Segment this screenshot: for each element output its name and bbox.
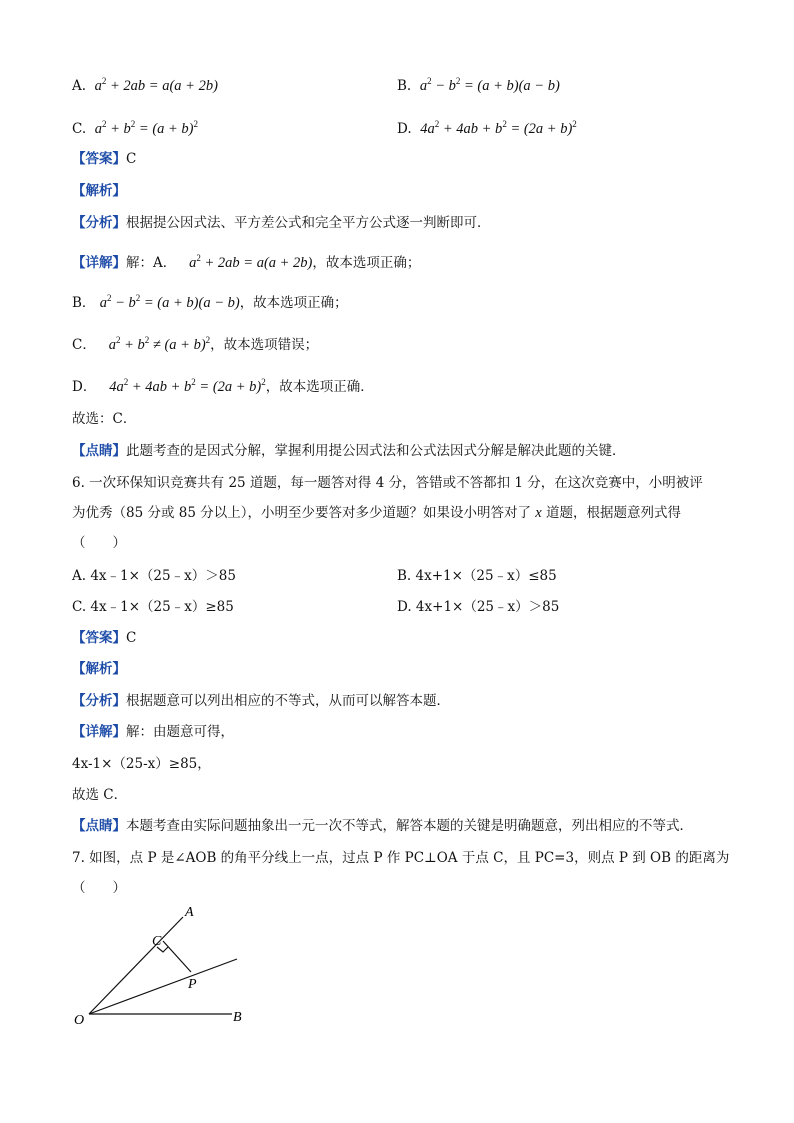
bisector-op [89, 959, 237, 1014]
formula: $a^2 - b^2 = (a + b)(a - b)$ [419, 76, 560, 94]
q6-answer [72, 628, 136, 648]
q6-option-d [397, 597, 559, 617]
choose-text: 故选：C． [72, 411, 137, 427]
conclusion-text: ，故本选项错误； [210, 337, 319, 353]
label-o: O [74, 1013, 85, 1028]
stem-text: 6. 一次环保知识竞赛共有 25 道题，每一题答对得 4 分，答错或不答都扣 1 分，在这次竞赛中，小明被评 [72, 475, 703, 491]
conclusion-text: ，故本选项正确． [265, 379, 374, 395]
formula: $4a^2 + 4ab + b^2 = (2a + b)^2$ [420, 119, 577, 137]
answer-value: C [126, 151, 137, 167]
ray-oa [89, 917, 183, 1014]
option-label: B. [397, 78, 412, 94]
variable: x [535, 505, 542, 521]
formula: $a^2 + 2ab = a(a + 2b)$ [189, 253, 313, 271]
q6-xiangjie [72, 722, 234, 742]
label-c: C [152, 934, 162, 949]
xiangjie-tag: 【详解】 [72, 724, 126, 740]
item-prefix: B． [72, 295, 96, 311]
q6-option-a [72, 566, 236, 586]
xiangjie-tag: 【详解】 [72, 255, 126, 271]
q6-inequality [72, 754, 211, 774]
stem-text: 道题，根据题意列式得 [546, 505, 682, 521]
q5-fenxi [72, 213, 491, 233]
formula: $a^2 + b^2 = (a + b)^2$ [94, 119, 199, 137]
dianjing-text: 此题考查的是因式分解，掌握利用提公因式法和公式法因式分解是解决此题的关键． [126, 443, 626, 459]
answer-paren: （ ） [72, 535, 126, 551]
stem-text: 7. 如图，点 P 是∠AOB 的角平分线上一点，过点 P 作 PC⊥OA 于点 C，且 PC=3，则点 P 到 OB 的距离为 [72, 850, 730, 866]
option-text: B. 4x+1×（25﹣x）≤85 [397, 568, 557, 584]
option-text: C. 4x﹣1×（25﹣x）≥85 [72, 599, 234, 615]
option-label: C. [72, 121, 87, 137]
q5-option-d [397, 114, 577, 139]
answer-paren: （ ） [72, 880, 126, 896]
q6-stem-line1 [72, 473, 703, 493]
formula: $a^2 + 2ab = a(a + 2b)$ [94, 76, 218, 94]
dianjing-text: 本题考查由实际问题抽象出一元一次不等式，解答本题的关键是明确题意，列出相应的不等式． [126, 818, 693, 834]
stem-text: 为优秀（85 分或 85 分以上），小明至少要答对多少道题？如果设小明答对了 [72, 505, 531, 521]
conclusion-text: ，故本选项正确； [239, 295, 348, 311]
q5-analysis [72, 181, 126, 201]
q5-dianjing [72, 441, 626, 461]
formula: $a^2 - b^2 = (a + b)(a - b)$ [99, 293, 240, 311]
q7-stem-line1 [72, 848, 729, 868]
fenxi-text: 根据提公因式法、平方差公式和完全平方公式逐一判断即可． [126, 215, 491, 231]
dianjing-tag: 【点睛】 [72, 443, 126, 459]
label-a: A [185, 905, 194, 920]
q5-option-c [72, 114, 198, 139]
answer-tag: 【答案】 [72, 151, 126, 167]
q5-xiangjie-c [72, 330, 318, 355]
fenxi-tag: 【分析】 [72, 693, 126, 709]
inequality-text: 4x-1×（25-x）≥85， [72, 756, 211, 772]
q6-paren [72, 533, 126, 553]
choose-text: 故选 C． [72, 787, 128, 803]
xiangjie-text: 解：由题意可得， [126, 724, 234, 740]
q6-option-b [397, 566, 557, 586]
conclusion-text: ，故本选项正确； [312, 255, 421, 271]
formula: $4a^2 + 4ab + b^2 = (2a + b)^2$ [109, 377, 266, 395]
analysis-tag: 【解析】 [72, 661, 126, 677]
q5-choose [72, 409, 136, 429]
answer-value: C [126, 630, 137, 646]
q6-stem-line2 [72, 503, 681, 523]
q5-xiangjie-a [72, 248, 420, 273]
q5-xiangjie-d [72, 372, 374, 397]
item-prefix: C． [72, 337, 96, 353]
option-label: D. [397, 121, 412, 137]
q6-option-c [72, 597, 234, 617]
fenxi-tag: 【分析】 [72, 215, 126, 231]
segment-pc [163, 941, 191, 972]
analysis-tag: 【解析】 [72, 183, 126, 199]
answer-tag: 【答案】 [72, 630, 126, 646]
formula: $a^2 + b^2 \ne (a + b)^2$ [108, 335, 211, 353]
q6-dianjing [72, 816, 693, 836]
q5-answer [72, 149, 136, 169]
q6-analysis [72, 659, 126, 679]
angle-bisector-figure [60, 895, 270, 1035]
q6-choose [72, 785, 127, 805]
q5-option-b [397, 71, 560, 96]
xiangjie-prefix: 解：A． [126, 255, 177, 271]
label-b: B [233, 1010, 242, 1025]
dianjing-tag: 【点睛】 [72, 818, 126, 834]
option-text: D. 4x+1×（25﹣x）＞85 [397, 599, 560, 615]
item-prefix: D． [72, 379, 97, 395]
option-label: A. [72, 78, 87, 94]
fenxi-text: 根据题意可以列出相应的不等式，从而可以解答本题． [126, 693, 450, 709]
label-p: P [188, 977, 197, 992]
option-text: A. 4x﹣1×（25﹣x）＞85 [72, 568, 236, 584]
q5-option-a [72, 71, 218, 96]
q5-xiangjie-b [72, 288, 348, 313]
q6-fenxi [72, 691, 450, 711]
